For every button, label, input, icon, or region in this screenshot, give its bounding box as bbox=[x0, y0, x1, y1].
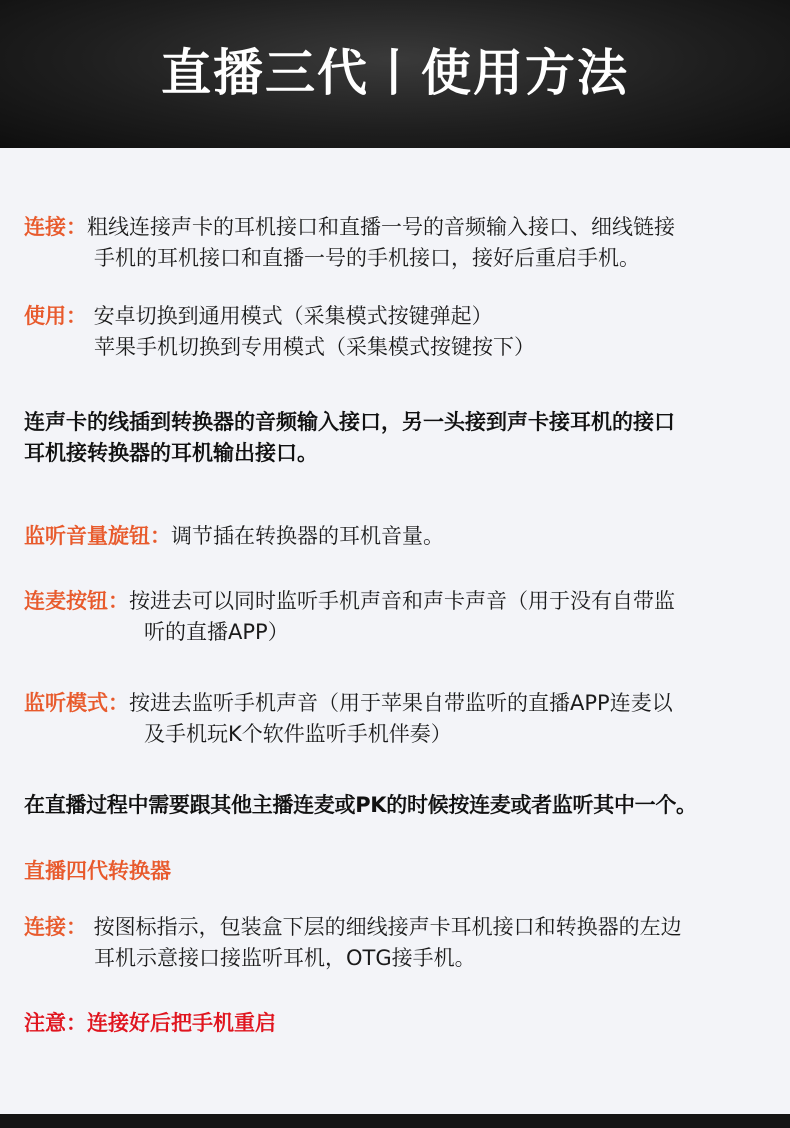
volume-knob-section bbox=[24, 521, 776, 552]
wiring-section bbox=[24, 407, 776, 469]
gen4-line-1: 按图标指示，包装盒下层的细线接声卡耳机接口和转换器的左边 bbox=[87, 915, 682, 939]
page-title: 直播三代丨使用方法 bbox=[161, 44, 629, 102]
gen4-heading-section bbox=[24, 856, 776, 887]
monitor-mode-section bbox=[24, 688, 776, 750]
usage-line-1: 安卓切换到通用模式（采集模式按键弹起） bbox=[87, 304, 493, 328]
connect-line-2: 手机的耳机接口和直播一号的手机接口，接好后重启手机。 bbox=[94, 246, 640, 270]
mic-button-line-2: 听的直播APP） bbox=[144, 620, 289, 644]
monitor-mode-label: 监听模式： bbox=[24, 691, 129, 715]
mic-button-section bbox=[24, 586, 776, 648]
mic-button-label: 连麦按钮： bbox=[24, 589, 129, 613]
header-banner bbox=[0, 0, 790, 148]
volume-knob-label: 监听音量旋钮： bbox=[24, 524, 171, 548]
gen4-connect-section bbox=[24, 912, 776, 974]
usage-line-2: 苹果手机切换到专用模式（采集模式按键按下） bbox=[94, 335, 535, 359]
monitor-mode-line-1: 按进去监听手机声音（用于苹果自带监听的直播APP连麦以 bbox=[129, 691, 673, 715]
connect-section bbox=[24, 212, 776, 274]
mic-button-line-1: 按进去可以同时监听手机声音和声卡声音（用于没有自带监 bbox=[129, 589, 675, 613]
volume-knob-text: 调节插在转换器的耳机音量。 bbox=[171, 524, 444, 548]
connect-label: 连接： bbox=[24, 215, 87, 239]
gen4-line-2: 耳机示意接口接监听耳机，OTG接手机。 bbox=[94, 946, 476, 970]
notice-text: 注意：连接好后把手机重启 bbox=[24, 1011, 276, 1035]
wiring-line-2: 耳机接转换器的耳机输出接口。 bbox=[24, 441, 318, 465]
notice-section bbox=[24, 1008, 776, 1039]
connect-line-1: 粗线连接声卡的耳机接口和直播一号的音频输入接口、细线链接 bbox=[87, 215, 675, 239]
gen4-heading: 直播四代转换器 bbox=[24, 859, 171, 883]
usage-section bbox=[24, 301, 776, 363]
tip-text: 在直播过程中需要跟其他主播连麦或PK的时候按连麦或者监听其中一个。 bbox=[24, 793, 697, 817]
tip-section bbox=[24, 790, 776, 821]
wiring-line-1: 连声卡的线插到转换器的音频输入接口，另一头接到声卡接耳机的接口 bbox=[24, 410, 675, 434]
footer-bar bbox=[0, 1114, 790, 1128]
monitor-mode-line-2: 及手机玩K个软件监听手机伴奏） bbox=[144, 722, 452, 746]
gen4-connect-label: 连接： bbox=[24, 915, 87, 939]
usage-label: 使用： bbox=[24, 304, 87, 328]
